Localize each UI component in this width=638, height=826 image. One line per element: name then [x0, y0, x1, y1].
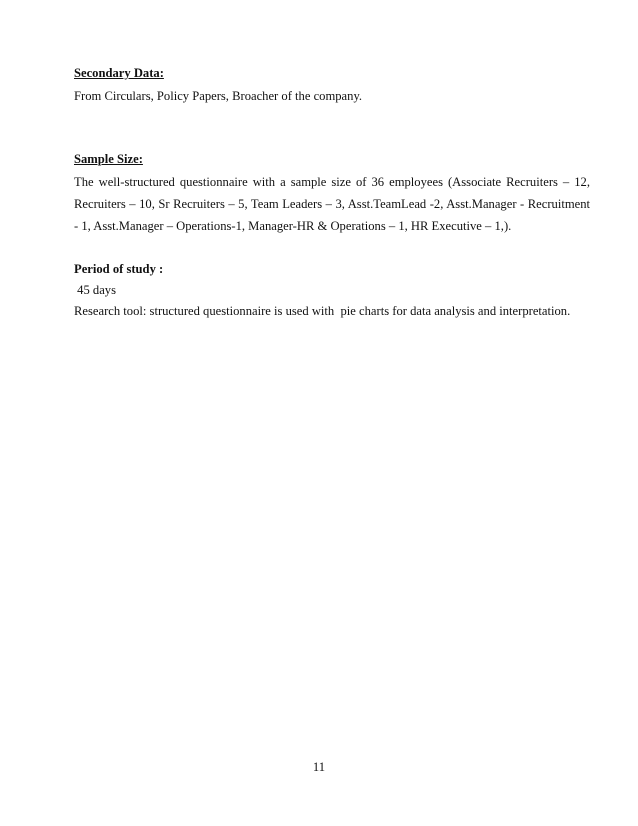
secondary-data-text: From Circulars, Policy Papers, Broacher of the company.: [74, 89, 363, 103]
period-of-study-heading: Period of study :: [74, 262, 164, 276]
page-number: 11: [312, 760, 326, 774]
secondary-data-heading: Secondary Data:: [74, 66, 164, 80]
sample-size-heading: Sample Size:: [74, 152, 143, 166]
sample-size-line-2: Recruiters – 10, Sr Recruiters – 5, Team Leaders – 3, Asst.TeamLead -2, Asst.Manager - Recruitment: [74, 197, 590, 211]
period-of-study-duration: 45 days: [74, 283, 116, 297]
research-tool-text: Research tool: structured questionnaire is used with pie charts for data analysis and interpretation.: [74, 304, 571, 318]
sample-size-line-3: - 1, Asst.Manager – Operations-1, Manager-HR & Operations – 1, HR Executive – 1,).: [74, 219, 512, 233]
sample-size-line-1: The well-structured questionnaire with a sample size of 36 employees (Associate Recruiters – 12,: [74, 175, 590, 189]
